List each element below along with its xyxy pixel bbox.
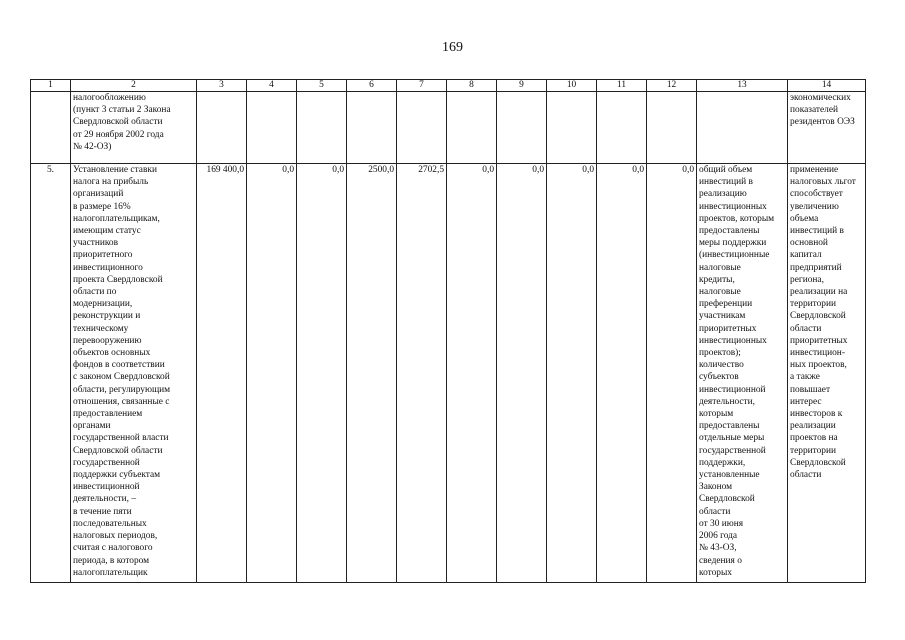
- value-cell: 0,0: [497, 164, 547, 583]
- value-cell: 169 400,0: [197, 164, 247, 583]
- column-number: 13: [697, 80, 788, 92]
- table-cell: [347, 92, 397, 164]
- value-cell: 0,0: [447, 164, 497, 583]
- row-description: Установление ставки налога на прибыль организаций в размере 16% налогоплательщикам, имеющим статус участников приоритетного инвестиционного проекта Свердловской области по модернизации, реконструкции и техническому перевооружению объектов основных фондов в соответствии с законом Свердловской области, регулирующим отношения, связанные с предоставлением органами государственной власти Свердловской области государственной поддержки субъектам инвестиционной деятельности, – в течение пяти последовательных налоговых периодов, считая с налогового периода, в котором налогоплательщик: [71, 164, 197, 583]
- table-cell: [697, 92, 788, 164]
- row-indicators: общий объем инвестиций в реализацию инвестиционных проектов, которым предоставлены меры поддержки (инвестиционные налоговые кредиты, налоговые преференции участникам приоритетных инвестиционных проектов); количество субъектов инвестиционной деятельности, которым предоставлены отдельные меры государственной поддержки, установленные Законом Свердловской области от 30 июня 2006 года № 43-ОЗ, сведения о которых: [697, 164, 788, 583]
- table-row-5: [31, 164, 866, 583]
- value-cell: 2702,5: [397, 164, 447, 583]
- table-cell: [397, 92, 447, 164]
- table-cell: [31, 92, 71, 164]
- table-cell: [597, 92, 647, 164]
- column-number: 10: [547, 80, 597, 92]
- column-number: 14: [788, 80, 866, 92]
- table-cell: [547, 92, 597, 164]
- value-cell: 0,0: [247, 164, 297, 583]
- column-number: 1: [31, 80, 71, 92]
- table-cell: [247, 92, 297, 164]
- budget-table: [30, 79, 866, 583]
- column-number-row: [31, 80, 866, 92]
- table-cell: [447, 92, 497, 164]
- column-number: 12: [647, 80, 697, 92]
- column-number: 6: [347, 80, 397, 92]
- column-number: 4: [247, 80, 297, 92]
- table-cell: [297, 92, 347, 164]
- column-number: 7: [397, 80, 447, 92]
- column-number: 5: [297, 80, 347, 92]
- value-cell: 0,0: [647, 164, 697, 583]
- value-cell: 0,0: [547, 164, 597, 583]
- row-index: 5.: [31, 164, 71, 583]
- table-row-continued: [31, 92, 866, 164]
- table-cell: [197, 92, 247, 164]
- continued-description: налогообложению (пункт 3 статьи 2 Закона Свердловской области от 29 ноября 2002 года № 42-ОЗ): [71, 92, 197, 164]
- column-number: 9: [497, 80, 547, 92]
- value-cell: 2500,0: [347, 164, 397, 583]
- table-cell: [497, 92, 547, 164]
- continued-effect: экономических показателей резидентов ОЭЗ: [788, 92, 866, 164]
- column-number: 8: [447, 80, 497, 92]
- column-number: 3: [197, 80, 247, 92]
- value-cell: 0,0: [297, 164, 347, 583]
- value-cell: 0,0: [597, 164, 647, 583]
- table-cell: [647, 92, 697, 164]
- column-number: 2: [71, 80, 197, 92]
- page-number: 169: [442, 40, 463, 55]
- row-effect: применение налоговых льгот способствует увеличению объема инвестиций в основной капитал предприятий региона, реализации на территории Свердловской области приоритетных инвестицион- ных проектов, а также повышает интерес инвесторов к реализации проектов на территории Свердловской области: [788, 164, 866, 583]
- column-number: 11: [597, 80, 647, 92]
